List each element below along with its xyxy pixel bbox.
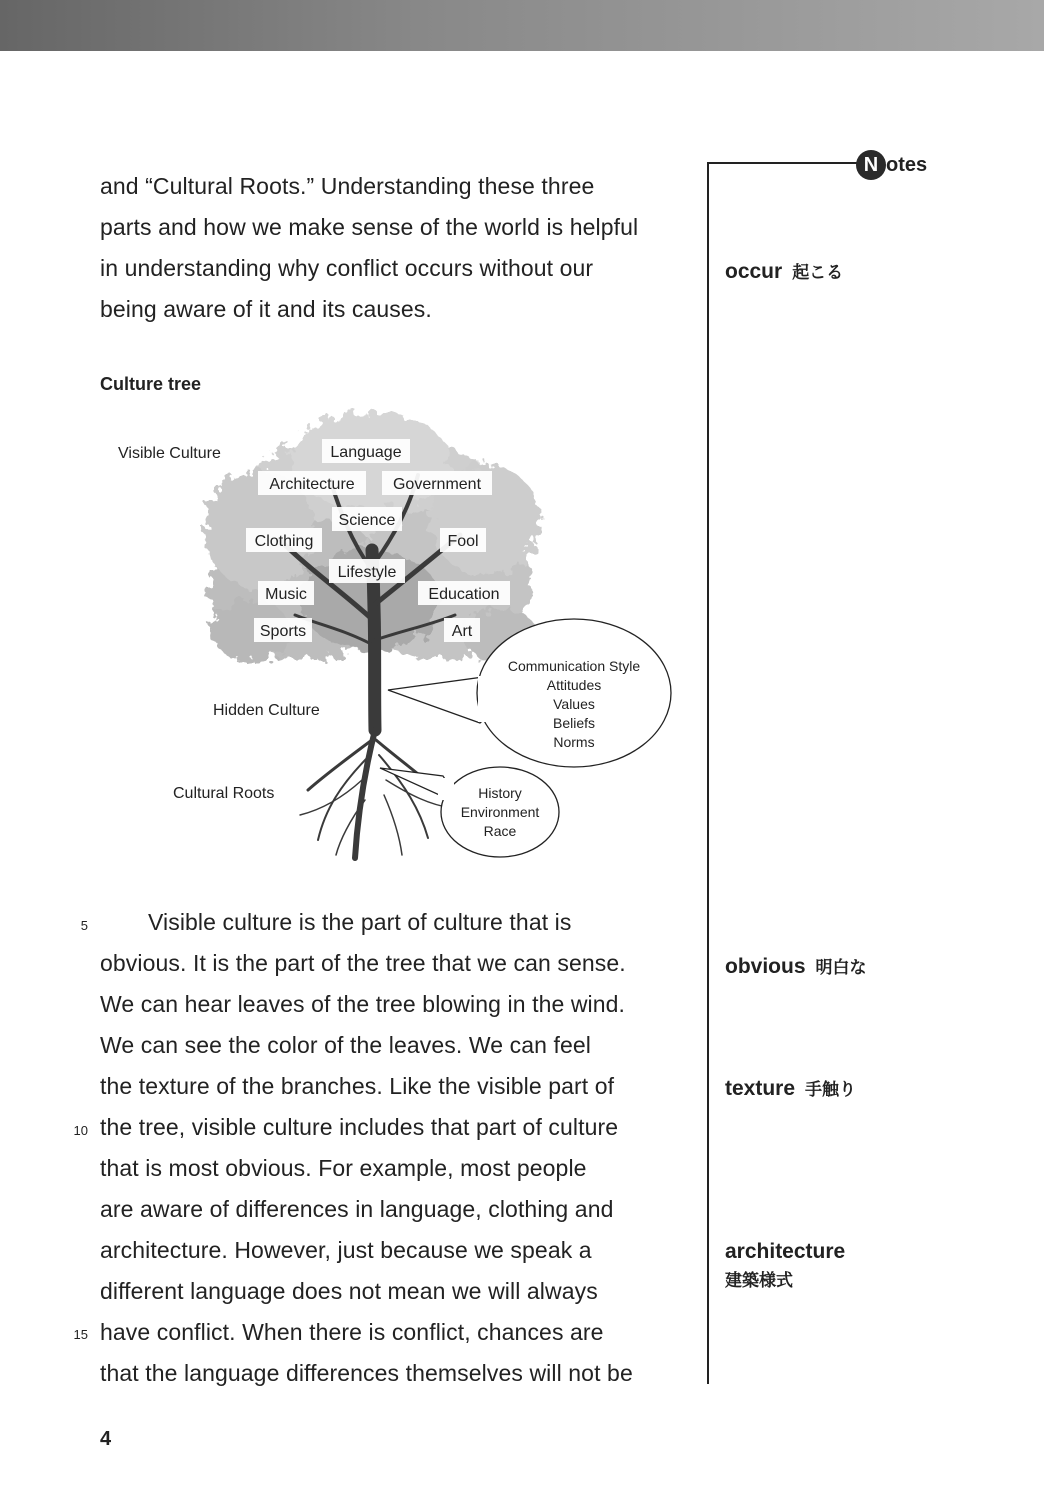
visible-item [329,559,405,583]
text-line: are aware of differences in language, clothing and [100,1196,614,1222]
hidden-culture-label: Hidden Culture [213,702,320,719]
text-line: that is most obvious. For example, most people [100,1155,587,1181]
note-item [725,258,843,284]
svg-text:Fool: Fool [447,533,479,550]
note-gloss: 起こる [792,263,844,282]
svg-text:Sports: Sports [259,623,307,640]
svg-text:Language: Language [330,444,402,461]
text-line: obvious. It is the part of the tree that we can sense. [100,950,626,976]
svg-text:Architecture: Architecture [269,476,355,493]
svg-text:Music: Music [265,586,307,603]
page-number: 4 [100,1428,112,1450]
svg-text:Environment: Environment [460,804,540,820]
visible-item [258,581,314,605]
visible-item [382,471,492,495]
text-line: that the language differences themselves will not be [100,1360,633,1386]
visible-item [332,507,402,531]
svg-text:Clothing: Clothing [254,533,314,550]
visible-item [254,618,312,642]
text-line: have conflict. When there is conflict, chances are [100,1319,604,1345]
text-line: parts and how we make sense of the world is helpful [100,214,639,240]
text-line: Visible culture is the part of culture that is [148,909,572,935]
note-term: architecture [725,1240,846,1263]
svg-text:Lifestyle: Lifestyle [337,564,397,581]
visible-item [444,618,480,642]
note-gloss: 明白な [815,958,867,977]
line-number: 10 [73,1123,88,1138]
culture-tree-diagram [100,400,680,870]
notes-rule-vertical [707,162,709,1384]
line-number: 5 [80,918,88,933]
text-line: the tree, visible culture includes that part of culture [100,1114,619,1140]
text-line: architecture. However, just because we speak a [100,1237,592,1263]
note-item [725,1075,856,1101]
tree-roots-illustration [300,730,452,858]
text-line: in understanding why conflict occurs without our [100,255,594,281]
svg-text:Education: Education [428,586,500,603]
note-term: occur [725,260,783,283]
svg-text:Race: Race [483,823,517,839]
visible-item [258,471,366,495]
note-item [725,1240,845,1291]
cultural-roots-bubble [380,767,559,857]
notes-rule-horizontal [707,162,857,164]
svg-text:Government: Government [392,476,482,493]
note-gloss: 手触り [805,1080,857,1099]
cultural-roots-label: Cultural Roots [173,785,275,802]
visible-item [322,439,410,463]
note-item [725,953,867,979]
svg-text:Science: Science [338,512,396,529]
svg-text:History: History [478,785,522,801]
line-number: 15 [73,1327,88,1342]
visible-item [440,528,486,552]
svg-text:Communication Style: Communication Style [507,658,641,674]
visible-item [418,581,510,605]
note-term: texture [725,1077,796,1100]
text-line: We can hear leaves of the tree blowing in the wind. [100,991,626,1017]
svg-text:Attitudes: Attitudes [546,677,602,693]
text-line: the texture of the branches. Like the visible part of [100,1073,615,1099]
text-line: We can see the color of the leaves. We can feel [100,1032,591,1058]
note-term: obvious [725,955,806,978]
svg-text:Beliefs: Beliefs [552,715,596,731]
svg-text:Norms: Norms [553,734,595,750]
text-line: being aware of it and its causes. [100,296,432,322]
text-line: different language does not mean we will always [100,1278,598,1304]
svg-text:Art: Art [451,623,473,640]
notes-heading: otes [886,154,928,176]
top-header-band [0,0,1044,51]
svg-text:Values: Values [553,696,595,712]
notes-badge-icon: N [856,150,886,180]
text-line: and “Cultural Roots.” Understanding these three [100,173,595,199]
figure-title: Culture tree [100,374,202,394]
note-gloss: 建築様式 [725,1271,793,1290]
visible-item [246,528,322,552]
visible-culture-label: Visible Culture [118,445,221,462]
